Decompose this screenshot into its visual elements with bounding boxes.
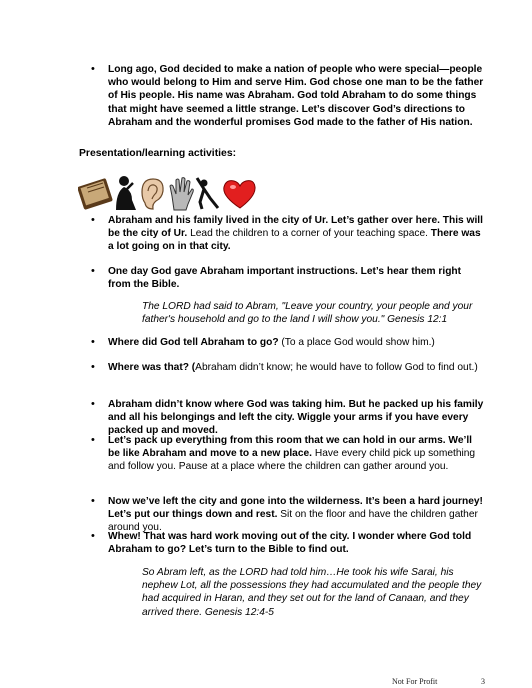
footer-label: Not For Profit <box>392 677 438 686</box>
activity-item: Whew! That was hard work moving out of the city. I wonder where God told Abraham to go? Let’s turn to the Bible to find out. <box>108 531 472 556</box>
bullet: • <box>91 398 95 410</box>
bullet: • <box>91 63 95 75</box>
scripture-quote: The LORD had said to Abram, "Leave your country, your people and your father's household and go to the land I will show you." Genesis 12:1 <box>142 301 473 326</box>
praying-person-icon <box>116 176 136 210</box>
page-number: 3 <box>481 677 485 686</box>
bullet: • <box>91 434 95 446</box>
intro-text: Long ago, God decided to make a nation of people who were special—people who would belong to Him and serve Him. God chose one man to be the father of His people. His name was Abraham. God told Abraham to do some things that might have seemed a little strange. Let’s discover God’s directions to Abraham and the wonderful promises God made to the father of His nation. <box>108 64 484 128</box>
bullet: • <box>91 361 95 373</box>
activity-item: Abraham and his family lived in the city of Ur. Let’s gather over here. This will be the city of Ur. Lead the children to a corner of your teaching space. There was a lot going on in that city. <box>108 215 483 253</box>
stretching-person-icon <box>197 178 218 209</box>
bullet: • <box>91 495 95 507</box>
section-heading: Presentation/learning activities: <box>79 148 237 159</box>
activity-item: Let’s pack up everything from this room that we can hold in our arms. We’ll be like Abraham and move to a new place. Have every child pick up something and follow you. Pause at a place where the children can gather around you. <box>108 435 476 473</box>
ear-icon <box>142 179 163 209</box>
activity-item: One day God gave Abraham important instructions. Let’s hear them right from the Bible. <box>108 266 462 291</box>
bullet: • <box>91 336 95 348</box>
activity-item: Abraham didn’t know where God was taking him. But he packed up his family and all his belongings and left the city. Wiggle your arms if you have every packed up and moved. <box>108 399 484 437</box>
scripture-quote: So Abram left, as the LORD had told him…He took his wife Sarai, his nephew Lot, all the possessions they had accumulated and the people they had acquired in Haran, and they set out for the land of Canaan, and they arrived there. Genesis 12:4-5 <box>142 567 482 618</box>
bullet: • <box>91 214 95 226</box>
intro-paragraph <box>108 63 486 129</box>
heart-icon <box>224 181 255 208</box>
activity-item: Where did God tell Abraham to go? (To a place God would show him.) <box>108 337 435 348</box>
activity-item: Now we’ve left the city and gone into the wilderness. It’s been a hard journey! Let’s put our things down and rest. Sit on the floor and have the children gather around you. <box>108 496 483 534</box>
hand-icon <box>170 178 193 210</box>
activity-icons <box>78 174 268 212</box>
bullet: • <box>91 530 95 542</box>
bible-icon <box>78 178 113 210</box>
bullet: • <box>91 265 95 277</box>
activity-item: Where was that? (Abraham didn’t know; he would have to follow God to find out.) <box>108 362 478 373</box>
